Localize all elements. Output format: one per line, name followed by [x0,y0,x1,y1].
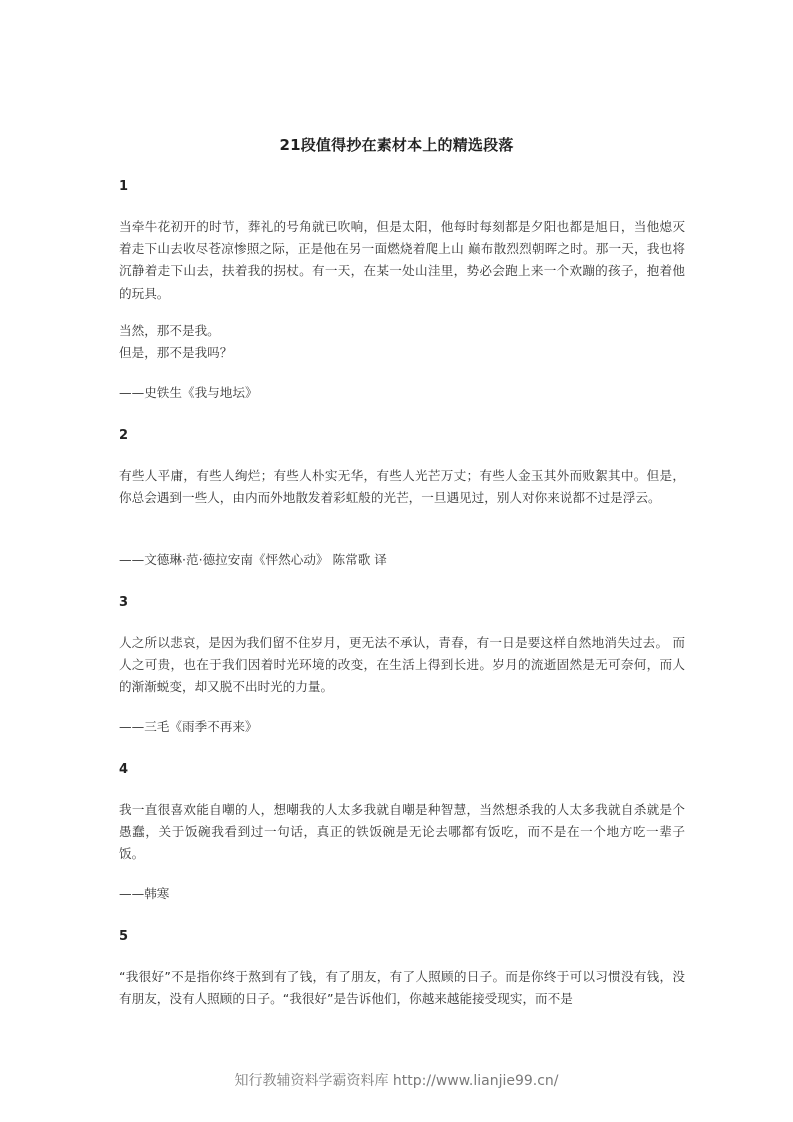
section-number: 1 [119,179,129,194]
section-source: ——文德琳·范·德拉安南《怦然心动》 陈常歌 译 [119,552,387,567]
section-source: ——史铁生《我与地坛》 [119,385,258,400]
section-number: 5 [119,929,129,944]
section-source: ——韩寒 [119,886,170,901]
section-number: 4 [119,762,129,777]
section-line: 当然，那不是我。 [119,323,220,338]
section-paragraph: 有些人平庸，有些人绚烂；有些人朴实无华，有些人光芒万丈；有些人金玉其外而败絮其中。但是，你总会遇到一些人，由内而外地散发着彩虹般的光芒，一旦遇见过，别人对你来说都不过是浮云。 [119,468,685,506]
section-number: 3 [119,595,129,610]
section-paragraph: 我一直很喜欢能自嘲的人，想嘲我的人太多我就自嘲是种智慧，当然想杀我的人太多我就自杀就是个愚蠢，关于饭碗我看到过一句话，真正的铁饭碗是无论去哪都有饭吃，而不是在一个地方吃一辈子饭。 [119,802,685,862]
section-paragraph: 当牵牛花初开的时节，葬礼的号角就已吹响，但是太阳，他每时每刻都是夕阳也都是旭日，当他熄灭着走下山去收尽苍凉惨照之际，正是他在另一面燃烧着爬上山 巅布散烈烈朝晖之时。那一天，我也将沉静着走下山去，扶着我的拐杖。有一天，在某一处山洼里，势必会跑上来一个欢蹦的孩子，抱着他的玩具。 [119,219,685,301]
footer-watermark: 知行教辅资料学霸资料库 http://www.lianjie99.cn/ [234,1073,559,1089]
section-source: ——三毛《雨季不再来》 [119,719,258,734]
section-paragraph: 人之所以悲哀，是因为我们留不住岁月，更无法不承认，青春，有一日是要这样自然地消失过去。 而人之可贵，也在于我们因着时光环境的改变，在生活上得到长进。岁月的流逝固然是无可奈何，而人的渐渐蜕变，却又脱不出时光的力量。 [119,635,685,695]
section-line: 但是，那不是我吗？ [119,345,233,360]
section-paragraph: “我很好”不是指你终于熬到有了钱，有了朋友，有了人照顾的日子。而是你终于可以习惯没有钱，没有朋友，没有人照顾的日子。“我很好”是告诉他们，你越来越能接受现实，而不是 [119,969,685,1007]
document-title: 21段值得抄在素材本上的精选段落 [279,136,514,154]
section-number: 2 [119,428,129,443]
